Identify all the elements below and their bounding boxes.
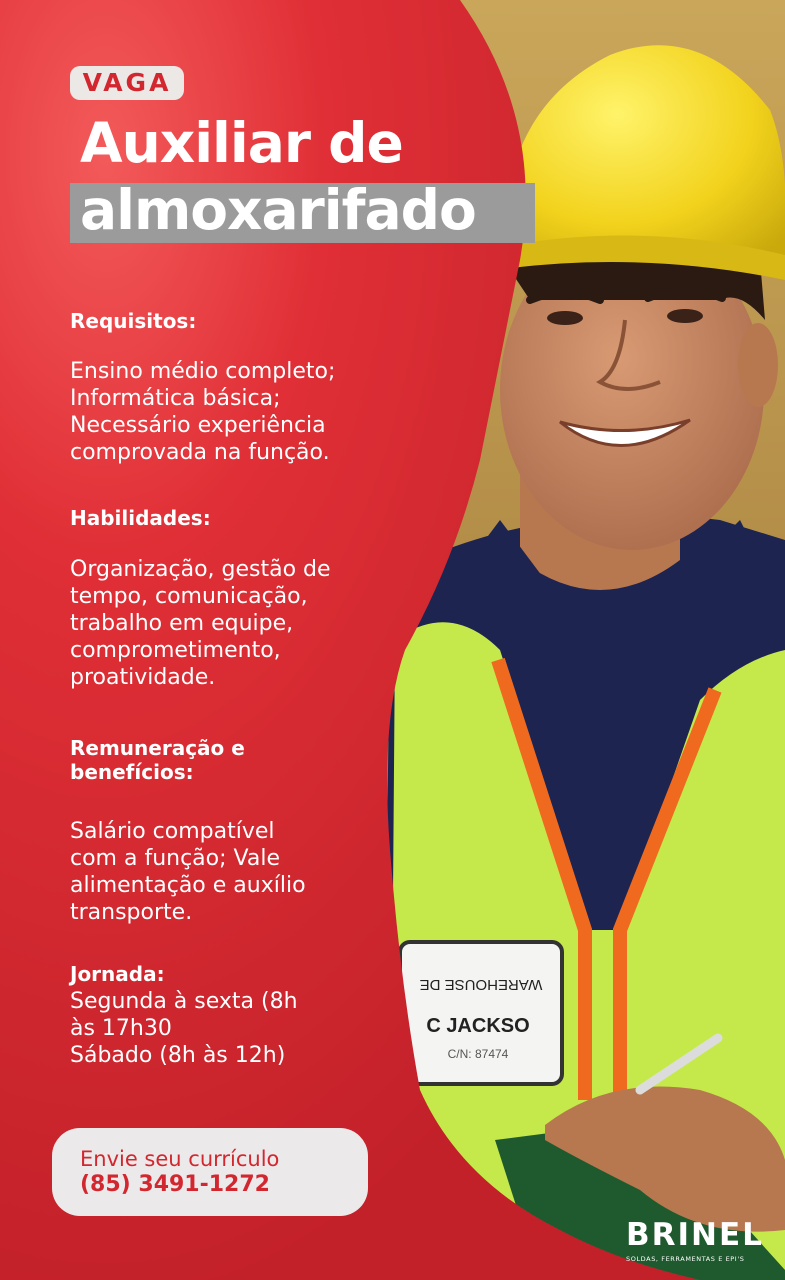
requisitos-text: Ensino médio completo; Informática básica; Necessário experiência comprovada na função.	[70, 359, 336, 465]
remuneracao-text: Salário compatível com a função; Vale alimentação e auxílio transporte.	[70, 819, 306, 925]
id-badge-line1: WAREHOUSE DE	[419, 976, 543, 993]
send-resume-label: Envie seu currículo	[80, 1147, 280, 1171]
remuneracao-heading: Remuneração e benefícios:	[70, 736, 245, 784]
jornada-text: Segunda à sexta (8h às 17h30 Sábado (8h às 12h)	[70, 989, 298, 1068]
send-resume-button[interactable]	[52, 1128, 368, 1216]
habilidades-heading: Habilidades:	[70, 506, 211, 530]
id-badge-line2: C JACKSO	[426, 1015, 530, 1037]
job-title-line1: Auxiliar de	[80, 111, 403, 175]
brand-tagline: SOLDAS, FERRAMENTAS E EPI'S	[626, 1255, 745, 1263]
habilidades-text: Organização, gestão de tempo, comunicação, trabalho em equipe, comprometimento, proatividade.	[70, 557, 331, 690]
requisitos-heading: Requisitos:	[70, 309, 197, 333]
id-badge-line3: C/N: 87474	[447, 1047, 509, 1061]
vaga-badge: VAGA	[70, 66, 184, 100]
jornada-heading: Jornada:	[70, 962, 165, 986]
brinel-logo	[626, 1217, 764, 1268]
job-title-line2: almoxarifado	[80, 178, 476, 242]
brand-name: BRINEL	[626, 1217, 764, 1253]
contact-phone[interactable]: (85) 3491-1272	[80, 1172, 270, 1197]
